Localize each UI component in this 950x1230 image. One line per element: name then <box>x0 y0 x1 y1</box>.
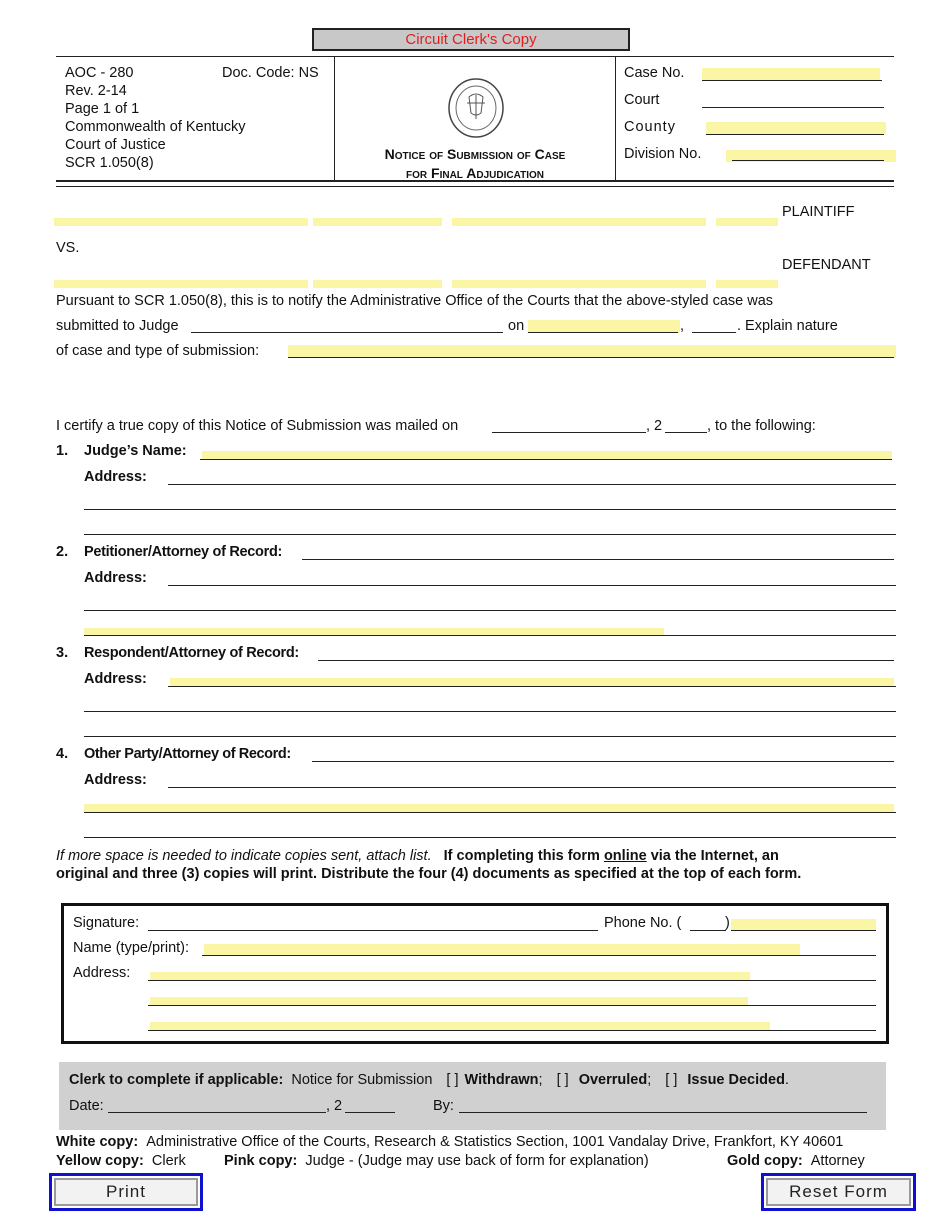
revision: Rev. 2-14 <box>65 83 127 99</box>
recipient-3-name-line[interactable] <box>318 660 894 661</box>
page-number: Page 1 of 1 <box>65 101 140 117</box>
court-line[interactable] <box>702 107 884 108</box>
issue-decided-label: Issue Decided <box>687 1072 785 1088</box>
instructions-line2: original and three (3) copies will print. Distribute the four (4) documents as specified at the top of each form. <box>56 866 802 882</box>
court-seal-icon <box>447 77 505 139</box>
reset-form-button[interactable] <box>761 1173 916 1211</box>
plaintiff-label: PLAINTIFF <box>782 204 855 220</box>
clerk-year-prefix: , 2 <box>326 1098 343 1114</box>
gold-copy-text: Attorney <box>810 1153 865 1169</box>
recipient-4-number: 4. <box>56 746 69 762</box>
signature-label: Signature: <box>73 915 140 931</box>
sig-address-input-1[interactable] <box>150 972 750 980</box>
recipient-4-address-label: Address: <box>84 772 147 788</box>
defendant-field-1[interactable] <box>54 280 308 288</box>
submitted-prefix: submitted to Judge <box>56 318 179 334</box>
clerk-notice-text: Notice for Submission <box>291 1072 433 1088</box>
recipient-4-address-line-3[interactable] <box>84 837 896 838</box>
phone-label: Phone No. ( <box>604 915 682 931</box>
form-title-line1: Notice of Submission of Case <box>384 146 566 162</box>
header-divider-2 <box>615 56 616 182</box>
gold-copy <box>727 1153 865 1169</box>
county-label: County <box>624 119 676 135</box>
submission-year-line[interactable] <box>692 332 736 333</box>
defendant-field-4[interactable] <box>716 280 778 288</box>
clerk-by-label: By: <box>433 1098 454 1114</box>
recipient-3-number: 3. <box>56 645 69 661</box>
case-no-label: Case No. <box>624 65 685 81</box>
recipient-3-address-line-1 <box>168 686 896 687</box>
overruled-label: Overruled <box>578 1072 648 1088</box>
sig-address-input-2[interactable] <box>150 997 748 1005</box>
gold-copy-label: Gold copy: <box>727 1153 803 1169</box>
recipient-2-address-label: Address: <box>84 570 147 586</box>
phone-area-line[interactable] <box>690 930 726 931</box>
copy-banner <box>312 28 630 51</box>
white-copy-text: Administrative Office of the Courts, Research & Statistics Section, 1001 Vandalay Drive, Frankfort, KY 40601 <box>146 1134 844 1150</box>
rule-citation: SCR 1.050(8) <box>65 155 154 171</box>
instructions-online: online <box>603 848 647 864</box>
recipient-4-name-line[interactable] <box>312 761 894 762</box>
defendant-field-3[interactable] <box>452 280 706 288</box>
recipient-2-number: 2. <box>56 544 69 560</box>
recipient-1-label: Judge’s Name: <box>84 443 187 459</box>
copy-banner-text: Circuit Clerk's Copy <box>405 31 537 48</box>
plaintiff-field-4[interactable] <box>716 218 778 226</box>
division-line <box>732 160 884 161</box>
form-title <box>336 145 614 183</box>
form-number: AOC - 280 <box>65 65 134 81</box>
submission-comma: , <box>680 318 685 334</box>
case-no-line <box>702 80 882 81</box>
pink-copy <box>224 1153 649 1169</box>
defendant-field-2[interactable] <box>313 280 442 288</box>
header-divider-1 <box>334 56 335 182</box>
plaintiff-field-3[interactable] <box>452 218 706 226</box>
recipient-1-address-line-2[interactable] <box>84 509 896 510</box>
phone-number-line <box>731 930 876 931</box>
instructions-bold-2: via the Internet, an <box>650 848 779 864</box>
recipient-2-address-line-1[interactable] <box>168 585 896 586</box>
recipient-1-name-line <box>200 459 892 460</box>
instructions-bold-1: If completing this form <box>443 848 600 864</box>
sig-address-input-3[interactable] <box>150 1022 770 1030</box>
sig-address-line-1 <box>148 980 876 981</box>
recipient-3-address-label: Address: <box>84 671 147 687</box>
reset-form-button-label: Reset Form <box>766 1178 911 1206</box>
recipient-3-address-line-2[interactable] <box>84 711 896 712</box>
print-button[interactable] <box>49 1173 203 1211</box>
certify-year-prefix: , 2 <box>646 418 663 434</box>
pink-copy-label: Pink copy: <box>224 1153 298 1169</box>
recipient-4-address-line-2 <box>84 812 896 813</box>
white-copy-label: White copy: <box>56 1134 139 1150</box>
pink-copy-text: Judge - (Judge may use back of form for explanation) <box>305 1153 649 1169</box>
mail-date-line[interactable] <box>492 432 646 433</box>
withdrawn-semicolon: ; <box>538 1072 543 1088</box>
submission-date-line <box>528 332 678 333</box>
certify-suffix: , to the following: <box>707 418 816 434</box>
plaintiff-field-2[interactable] <box>313 218 442 226</box>
withdrawn-label: Withdrawn <box>464 1072 539 1088</box>
recipient-2-name-line[interactable] <box>302 559 894 560</box>
instructions-italic: If more space is needed to indicate copies sent, attach list. <box>56 848 432 864</box>
court-name: Court of Justice <box>65 137 166 153</box>
defendant-label: DEFENDANT <box>782 257 871 273</box>
clerk-by-line[interactable] <box>459 1112 867 1113</box>
court-label: Court <box>624 92 660 108</box>
yellow-copy <box>56 1153 186 1169</box>
on-label: on <box>508 318 525 334</box>
clerk-date-line[interactable] <box>108 1112 326 1113</box>
clerk-prefix: Clerk to complete if applicable: <box>69 1072 284 1088</box>
clerk-year-line[interactable] <box>345 1112 395 1113</box>
clerk-date-label: Date: <box>69 1098 104 1114</box>
overruled-semicolon: ; <box>647 1072 652 1088</box>
recipient-1-address-line-1[interactable] <box>168 484 896 485</box>
recipient-2-label: Petitioner/Attorney of Record: <box>84 544 283 560</box>
issue-decided-checkbox[interactable]: [ ] <box>665 1072 678 1088</box>
certify-prefix: I certify a true copy of this Notice of Submission was mailed on <box>56 418 459 434</box>
yellow-copy-label: Yellow copy: <box>56 1153 144 1169</box>
clerk-line1 <box>69 1072 789 1088</box>
explain-label: . Explain nature <box>737 318 838 334</box>
sig-address-label: Address: <box>73 965 131 981</box>
form-title-line2: for Final Adjudication <box>406 165 544 181</box>
print-button-label: Print <box>54 1178 198 1206</box>
recipient-3-address-line-3[interactable] <box>84 736 896 737</box>
recipient-2-address-line-3 <box>84 635 896 636</box>
recipient-1-address-line-3[interactable] <box>84 534 896 535</box>
recipient-4-address-line-1[interactable] <box>168 787 896 788</box>
white-copy-line <box>56 1134 843 1150</box>
nature-label: of case and type of submission: <box>56 343 260 359</box>
recipient-1-address-label: Address: <box>84 469 147 485</box>
state-name: Commonwealth of Kentucky <box>65 119 246 135</box>
name-label: Name (type/print): <box>73 940 190 956</box>
overruled-checkbox[interactable]: [ ] <box>556 1072 569 1088</box>
signature-line[interactable] <box>148 930 598 931</box>
recipient-3-address-input-1[interactable] <box>170 678 894 686</box>
issue-decided-period: . <box>784 1072 789 1088</box>
recipient-4-label: Other Party/Attorney of Record: <box>84 746 291 762</box>
mail-year-line[interactable] <box>665 432 707 433</box>
vs-label: VS. <box>56 240 80 256</box>
instructions-line1 <box>56 848 779 864</box>
county-line <box>706 134 884 135</box>
recipient-1-number: 1. <box>56 443 69 459</box>
notice-text-line1: Pursuant to SCR 1.050(8), this is to notify the Administrative Office of the Courts that the above-styled case was <box>56 293 774 309</box>
yellow-copy-text: Clerk <box>151 1153 186 1169</box>
sig-address-line-3 <box>148 1030 876 1031</box>
recipient-4-address-input-2[interactable] <box>84 804 894 812</box>
doc-code: Doc. Code: NS <box>222 65 319 81</box>
judge-name-line[interactable] <box>191 332 503 333</box>
recipient-3-label: Respondent/Attorney of Record: <box>84 645 299 661</box>
plaintiff-field-1[interactable] <box>54 218 308 226</box>
name-line <box>202 955 876 956</box>
phone-close: ) <box>725 915 730 931</box>
recipient-2-address-line-2[interactable] <box>84 610 896 611</box>
nature-line <box>288 357 894 358</box>
sig-address-line-2 <box>148 1005 876 1006</box>
division-label: Division No. <box>624 146 702 162</box>
withdrawn-checkbox[interactable]: [ ] <box>446 1072 459 1088</box>
